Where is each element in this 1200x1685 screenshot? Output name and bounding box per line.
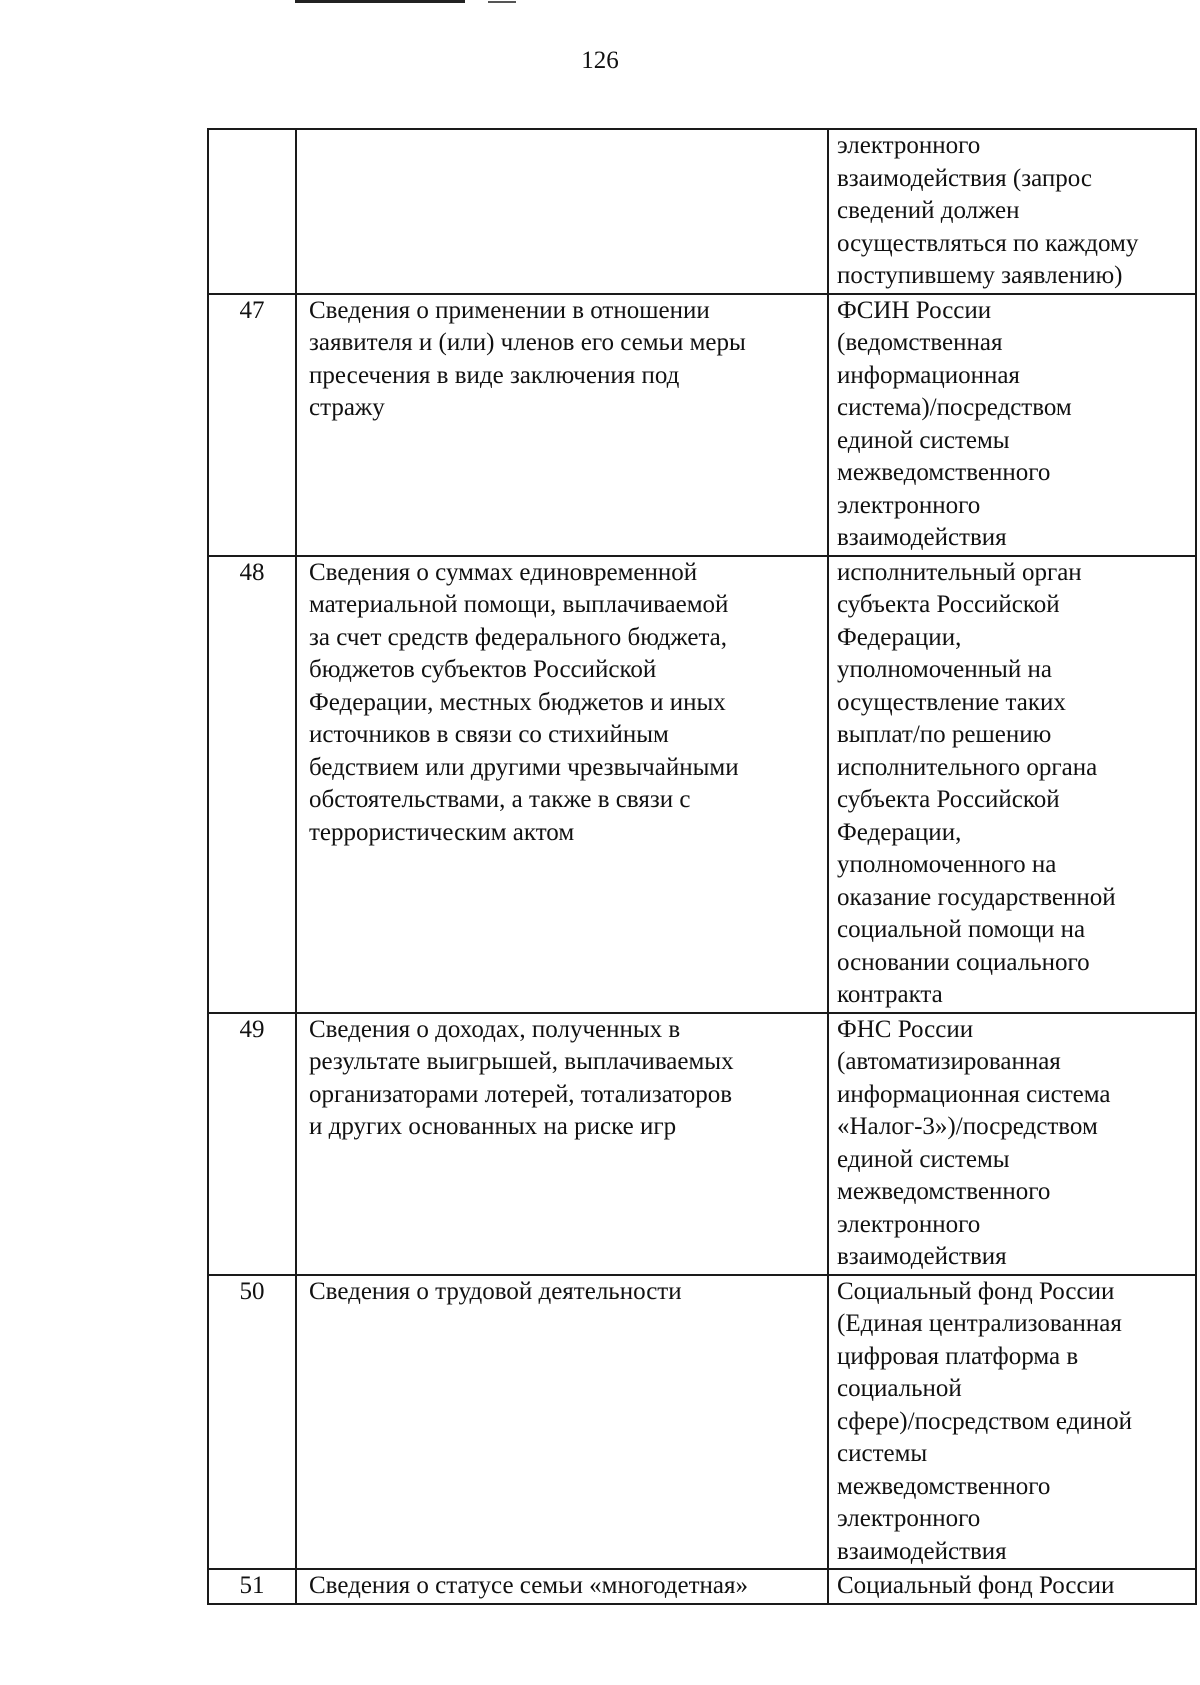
information-description-cell — [296, 1569, 828, 1604]
source-line: электронного — [837, 491, 981, 519]
source-line: электронного — [837, 132, 981, 159]
description-line: заявителя и (или) членов его семьи меры — [309, 329, 746, 356]
source-line: межведомственного — [837, 459, 1051, 486]
source-line: межведомственного — [837, 1178, 1051, 1205]
row-number-cell — [208, 129, 296, 294]
source-line: электронного — [837, 1505, 981, 1532]
source-line: (автоматизированная — [837, 1048, 1061, 1075]
source-line: единой системы — [837, 426, 1010, 454]
source-line: «Налог-3»)/посредством — [837, 1113, 1098, 1140]
row-number-cell: 50 — [208, 1275, 296, 1570]
source-line: сведений должен — [837, 197, 1020, 224]
table-row — [208, 1013, 1196, 1275]
information-source-cell — [828, 129, 1196, 294]
row-number-cell: 51 — [208, 1569, 296, 1604]
source-line: Федерации, — [837, 818, 962, 846]
source-line: исполнительный орган — [837, 558, 1082, 586]
source-line: основании социального — [837, 948, 1090, 976]
source-line: социальной помощи на — [837, 916, 1086, 943]
source-line: взаимодействия — [837, 524, 1007, 551]
source-line: электронного — [837, 1210, 981, 1238]
source-line: исполнительного органа — [837, 753, 1098, 781]
source-line: ФНС России — [837, 1015, 974, 1043]
source-line: субъекта Российской — [837, 786, 1060, 813]
source-line: осуществляться по каждому — [837, 229, 1139, 257]
source-line: единой системы — [837, 1145, 1010, 1173]
source-line: субъекта Российской — [837, 591, 1060, 618]
row-number-cell: 47 — [208, 294, 296, 556]
source-line: цифровая платформа в — [837, 1342, 1079, 1370]
description-line: бюджетов субъектов Российской — [309, 656, 657, 683]
table-row — [208, 1275, 1196, 1570]
source-line: системы — [837, 1440, 928, 1467]
source-line: Социальный фонд России — [837, 1277, 1115, 1305]
row-number-cell: 49 — [208, 1013, 296, 1275]
description-line: террористическим актом — [309, 818, 575, 846]
description-line: Сведения о трудовой деятельности — [309, 1277, 682, 1305]
description-line: пресечения в виде заключения под — [309, 361, 680, 389]
source-line: социальной — [837, 1375, 962, 1402]
description-line: за счет средств федерального бюджета, — [309, 623, 728, 651]
description-line: стражу — [309, 394, 385, 421]
source-line: информационная система — [837, 1080, 1111, 1108]
source-line: система)/посредством — [837, 394, 1072, 421]
source-line: Федерации, — [837, 623, 962, 651]
information-description-cell — [296, 1275, 828, 1570]
information-source-cell — [828, 294, 1196, 556]
top-edge-rule — [295, 0, 465, 3]
table-row — [208, 556, 1196, 1013]
description-line: Сведения о доходах, полученных в — [309, 1015, 681, 1043]
source-line: (ведомственная — [837, 329, 1003, 356]
source-line: ФСИН России — [837, 296, 992, 324]
source-line: взаимодействия — [837, 1537, 1007, 1565]
description-line: Федерации, местных бюджетов и иных — [309, 688, 726, 716]
information-description-cell — [296, 294, 828, 556]
source-line: выплат/по решению — [837, 721, 1052, 748]
description-line: результате выигрышей, выплачиваемых — [309, 1048, 734, 1075]
information-source-cell — [828, 1275, 1196, 1570]
description-line: Сведения о суммах единовременной — [309, 558, 698, 586]
source-line: контракта — [837, 981, 943, 1008]
source-line: взаимодействия — [837, 1243, 1007, 1270]
information-source-cell — [828, 1013, 1196, 1275]
table-row — [208, 1569, 1196, 1604]
top-edge-rule-tail — [488, 1, 516, 3]
source-line: уполномоченный на — [837, 656, 1052, 683]
description-line: Сведения о статусе семьи «многодетная» — [309, 1572, 748, 1599]
source-line: уполномоченного на — [837, 851, 1057, 878]
source-line: (Единая централизованная — [837, 1310, 1122, 1337]
services-table — [207, 128, 1197, 1605]
information-description-cell — [296, 556, 828, 1013]
description-line: организаторами лотерей, тотализаторов — [309, 1080, 733, 1108]
source-line: Социальный фонд России — [837, 1572, 1115, 1599]
source-line: оказание государственной — [837, 883, 1116, 911]
table-row — [208, 294, 1196, 556]
page-number: 126 — [581, 47, 619, 74]
source-line: межведомственного — [837, 1472, 1051, 1500]
information-source-cell — [828, 1569, 1196, 1604]
description-line: Сведения о применении в отношении — [309, 296, 710, 324]
description-line: материальной помощи, выплачиваемой — [309, 591, 729, 618]
source-line: осуществление таких — [837, 688, 1066, 716]
table-row — [208, 129, 1196, 294]
row-number-cell: 48 — [208, 556, 296, 1013]
source-line: информационная — [837, 361, 1020, 389]
source-line: взаимодействия (запрос — [837, 164, 1092, 192]
description-line: и других основанных на риске игр — [309, 1113, 677, 1140]
source-line: сфере)/посредством единой — [837, 1407, 1133, 1435]
information-source-cell — [828, 556, 1196, 1013]
description-line: бедствием или другими чрезвычайными — [309, 753, 739, 781]
information-description-cell — [296, 129, 828, 294]
services-table-body — [208, 129, 1196, 1604]
information-description-cell — [296, 1013, 828, 1275]
description-line: источников в связи со стихийным — [309, 721, 669, 748]
description-line: обстоятельствами, а также в связи с — [309, 786, 691, 813]
source-line: поступившему заявлению) — [837, 262, 1123, 289]
